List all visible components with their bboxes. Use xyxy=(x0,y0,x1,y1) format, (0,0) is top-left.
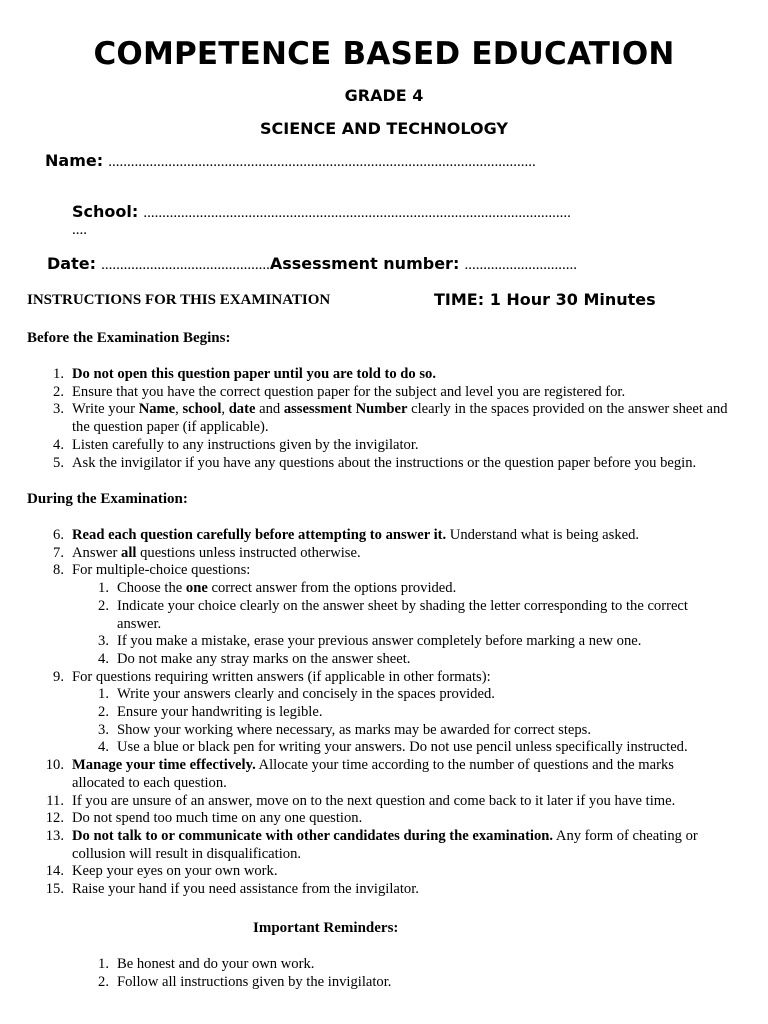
list-item: 10. Manage your time effectively. Allocate your time according to the number of questions and the marks allocated to each question. xyxy=(45,757,674,791)
instructions-heading: INSTRUCTIONS FOR THIS EXAMINATION xyxy=(27,292,331,308)
time-allowed: TIME: 1 Hour 30 Minutes xyxy=(434,290,656,309)
name-blank: .................................................................................................................. xyxy=(108,154,536,170)
list-item: 5. Ask the invigilator if you have any questions about the instructions or the question paper before you begin. xyxy=(53,454,697,471)
school-blank-continuation: .... xyxy=(72,222,87,238)
sub-list-item: 4. Do not make any stray marks on the answer sheet. xyxy=(98,650,411,667)
school-field xyxy=(72,202,571,222)
name-field xyxy=(45,151,536,171)
list-item: 8. For multiple-choice questions: xyxy=(53,562,251,579)
sub-list-item: 2. Follow all instructions given by the invigilator. xyxy=(98,973,392,990)
during-exam-heading: During the Examination: xyxy=(27,491,188,507)
list-item: 3. Write your Name, school, date and assessment Number clearly in the spaces provided on the answer sheet and the question paper (if applicable). xyxy=(53,401,728,436)
list-item: 2. Ensure that you have the correct question paper for the subject and level you are registered for. xyxy=(53,383,626,400)
name-label: Name: xyxy=(45,151,104,170)
list-item: 4. Listen carefully to any instructions given by the invigilator. xyxy=(53,436,419,453)
during-exam-list xyxy=(0,527,768,899)
sub-list-item: 1. Be honest and do your own work. xyxy=(98,956,315,972)
list-item: 11. If you are unsure of an answer, move on to the next question and come back to it later if you have time. xyxy=(46,792,676,809)
sub-list-item: 3. Show your working where necessary, as marks may be awarded for correct steps. xyxy=(98,721,591,738)
date-blank: ............................................. xyxy=(101,257,270,273)
date-assessment-field xyxy=(47,254,577,274)
assessment-number-blank: .............................. xyxy=(464,257,577,273)
grade-heading: GRADE 4 xyxy=(344,86,424,105)
sub-list-item: 2. Ensure your handwriting is legible. xyxy=(98,704,323,721)
reminders-list xyxy=(0,956,768,991)
important-reminders-heading: Important Reminders: xyxy=(253,920,399,936)
list-item: 15. Raise your hand if you need assistance from the invigilator. xyxy=(45,881,419,898)
sub-list-item: 1. Write your answers clearly and concisely in the spaces provided. xyxy=(98,686,495,703)
list-item: 13. Do not talk to or communicate with other candidates during the examination. Any form of cheating or collusion will result in disqualification. xyxy=(45,827,698,862)
sub-list-item: 3. If you make a mistake, erase your previous answer completely before marking a new one. xyxy=(98,633,642,650)
list-item: 9. For questions requiring written answers (if applicable in other formats): xyxy=(53,668,491,685)
school-blank: .................................................................................................................. xyxy=(143,205,571,221)
sub-list-item: 1. Choose the one correct answer from the options provided. xyxy=(98,580,457,597)
date-label: Date: xyxy=(47,254,96,273)
sub-list-item: 2. Indicate your choice clearly on the answer sheet by shading the letter corresponding to the correct answer. xyxy=(98,597,688,632)
list-item: 6. Read each question carefully before attempting to answer it. Understand what is being asked. xyxy=(53,527,640,543)
list-item: 12. Do not spend too much time on any one question. xyxy=(45,810,363,827)
school-label: School: xyxy=(72,202,139,221)
sub-list-item: 4. Use a blue or black pen for writing your answers. Do not use pencil unless specifically instructed. xyxy=(98,739,688,756)
before-exam-heading: Before the Examination Begins: xyxy=(27,330,231,346)
list-item: 1. Do not open this question paper until you are told to do so. xyxy=(53,366,436,382)
subject-heading: SCIENCE AND TECHNOLOGY xyxy=(260,119,508,138)
assessment-number-label: Assessment number: xyxy=(269,254,460,273)
list-item: 14. Keep your eyes on your own work. xyxy=(45,863,278,880)
document-title: COMPETENCE BASED EDUCATION xyxy=(93,36,675,72)
before-exam-list xyxy=(0,366,768,472)
list-item: 7. Answer all questions unless instructed otherwise. xyxy=(53,544,361,561)
